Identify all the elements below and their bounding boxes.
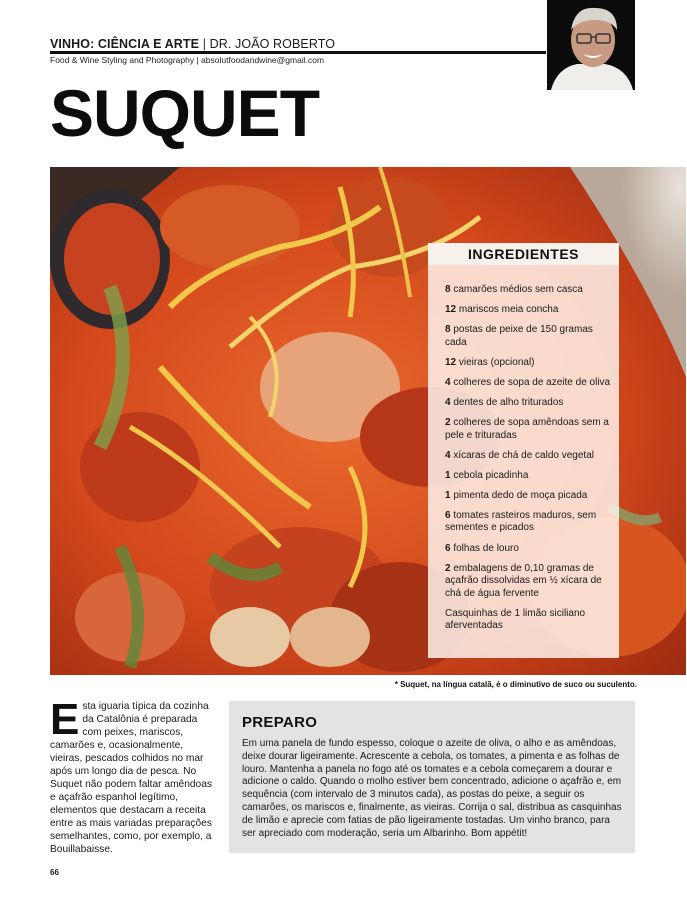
photo-caption: * Suquet, na língua catalã, é o diminutivo de suco ou suculento. xyxy=(394,680,637,689)
ingredient-quantity: 1 xyxy=(445,469,451,481)
ingredient-quantity: 4 xyxy=(445,396,451,408)
ingredient-quantity: 8 xyxy=(445,284,451,295)
ingredient-text: xícaras de chá de caldo vegetal xyxy=(450,449,594,461)
ingredient-text: embalagens de 0,10 gramas de açafrão dissolvidas em ½ xícara de chá de água fervente xyxy=(445,562,602,599)
header-subtitle: Food & Wine Styling and Photography | absolutfoodandwine@gmail.com xyxy=(50,55,325,65)
ingredient-text: dentes de alho triturados xyxy=(450,396,564,408)
ingredients-panel xyxy=(428,243,619,658)
ingredient-item xyxy=(445,450,615,463)
ingredient-text: pimenta dedo de moça picada xyxy=(450,489,588,501)
preparo-title: PREPARO xyxy=(242,714,318,731)
ingredients-heading: INGREDIENTES xyxy=(428,243,619,265)
ingredient-item xyxy=(445,284,615,297)
ingredient-text: mariscos meia concha xyxy=(456,304,559,316)
ingredients-list xyxy=(445,284,615,640)
ingredient-item xyxy=(445,563,615,601)
ingredient-quantity: 12 xyxy=(445,304,457,316)
ingredient-quantity: 2 xyxy=(445,417,451,429)
ingredient-quantity: 4 xyxy=(445,376,451,388)
ingredient-text: folhas de louro xyxy=(450,542,519,554)
section-header xyxy=(50,37,335,51)
ingredient-item xyxy=(445,470,615,483)
ingredient-text: colheres de sopa amêndoas sem a pele e trituradas xyxy=(445,417,609,441)
ingredient-item xyxy=(445,324,615,349)
preparo-box xyxy=(229,701,635,853)
ingredient-item xyxy=(445,304,615,317)
ingredient-text: colheres de sopa de azeite de oliva xyxy=(450,376,611,388)
ingredient-item xyxy=(445,543,615,556)
author-name: DR. JOÃO ROBERTO xyxy=(209,37,336,51)
ingredient-item xyxy=(445,490,615,503)
ingredient-text: tomates rasteiros maduros, sem sementes e picados xyxy=(445,509,597,534)
ingredient-item xyxy=(445,608,615,633)
ingredient-text: camarões médios sem casca xyxy=(450,284,583,295)
page-number: 66 xyxy=(50,868,59,877)
header-rule xyxy=(50,51,546,54)
ingredient-text: Casquinhas de 1 limão siciliano aferventadas xyxy=(445,607,586,632)
ingredient-item xyxy=(445,397,615,410)
ingredient-quantity: 6 xyxy=(445,509,451,521)
ingredient-text: postas de peixe de 150 gramas cada xyxy=(445,324,593,348)
ingredient-item xyxy=(445,510,615,535)
ingredient-quantity: 2 xyxy=(445,562,451,574)
ingredient-item xyxy=(445,357,615,370)
ingredient-item xyxy=(445,377,615,390)
ingredient-text: vieiras (opcional) xyxy=(456,356,535,368)
ingredient-text: cebola picadinha xyxy=(450,469,529,481)
ingredient-quantity: 12 xyxy=(445,356,457,368)
article-title: SUQUET xyxy=(50,76,320,150)
author-portrait xyxy=(547,0,635,90)
ingredient-item xyxy=(445,417,615,442)
intro-paragraph xyxy=(50,695,216,856)
preparo-text: Em uma panela de fundo espesso, coloque o azeite de oliva, o alho e as amêndoas, deixe dourar ligeiramente. Acrescente a cebola, os tomates, a pimenta e as folhas de louro. Mantenha a panela no fogo até os tomates e a cebola começarem a dourar e adicione o caldo. Quando o molho estiver bem concentrado, adicione o açafrão e, em sequência (com intervalo de 3 minutos cada), as postas do peixe, a seguir os camarões, os mariscos e, finalmente, as vieiras. Corrija o sal, distribua as casquinhas de limão e aprecie com fatias de pão ligeiramente tostadas. Um vinho branco, para ser apreciado com moderação, seria um Albarinho. Bom appétit! xyxy=(242,738,622,839)
section-title: VINHO: CIÊNCIA E ARTE xyxy=(50,37,200,51)
ingredient-quantity: 8 xyxy=(445,324,451,336)
header-separator: | xyxy=(202,37,207,51)
ingredient-quantity: 6 xyxy=(445,542,451,554)
ingredient-quantity: 4 xyxy=(445,449,451,461)
ingredient-quantity: 1 xyxy=(445,489,451,501)
intro-text: sta iguaria típica da cozinha da Catalônia é preparada com peixes, mariscos, camarões e, ocasionalmente, vieiras, pescados colhidos no mar após um longo dia de pesca. No Suquet não podem faltar amêndoas e açafrão espanhol legítimo, elementos que destacam a receita entre as mais variadas preparações semelhantes, como, por exemplo, a Bouillabaisse. xyxy=(50,701,212,855)
drop-cap: E xyxy=(50,695,80,744)
